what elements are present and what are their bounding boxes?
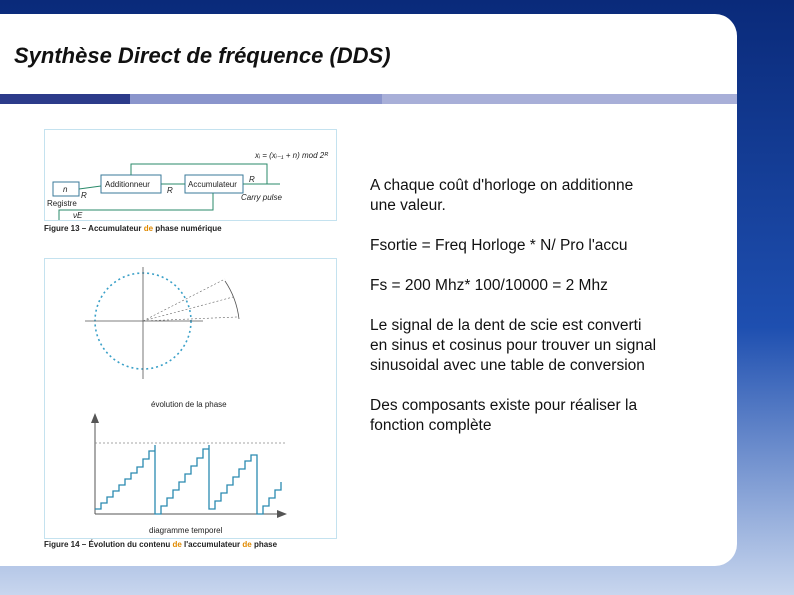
caption-13-prefix: Figure 13 – Accumulateur [44, 224, 144, 233]
carry-pulse-label: Carry pulse [241, 193, 282, 202]
figure-14-caption [44, 540, 277, 549]
figure-14-diagram [44, 258, 337, 539]
box-n-label: n [63, 185, 68, 194]
r-label-2: R [167, 186, 173, 195]
caption-14-prefix: Figure 14 – Évolution du contenu [44, 540, 173, 549]
body-paragraph-2: Fsortie = Freq Horloge * N/ Pro l'accu [370, 237, 628, 254]
registre-label: Registre [47, 199, 77, 208]
box-additionneur-label: Additionneur [105, 180, 150, 189]
r-label-1: R [81, 191, 87, 200]
caption-13-highlight: de [143, 224, 154, 233]
caption-14-highlight-2: de [242, 540, 252, 549]
slide [0, 14, 737, 566]
time-diagram-label: diagramme temporel [149, 526, 223, 535]
box-accumulateur-label: Accumulateur [188, 180, 237, 189]
title-underline-mid [130, 94, 382, 104]
formula-label: xᵢ = (xᵢ₋₁ + n) mod 2ᴿ [255, 151, 328, 160]
body-paragraph-5: Des composants existe pour réaliser la fonction complète [370, 397, 638, 434]
figure-13-diagram [44, 129, 337, 221]
title-underline-light [382, 94, 737, 104]
phase-evolution-diagram [45, 259, 336, 538]
phase-evolution-label: évolution de la phase [151, 400, 227, 409]
caption-14-suffix: phase [251, 540, 278, 549]
caption-14-middle: l'accumulateur [181, 540, 243, 549]
title-underline-dark [0, 94, 130, 104]
ve-label: νE [73, 211, 83, 220]
caption-14-highlight-1: de [172, 540, 182, 549]
r-label-3: R [249, 175, 255, 184]
body-paragraph-4: Le signal de la dent de scie est converti en sinus et cosinus pour trouver un signal sinusoidal avec une table de conversion [370, 317, 657, 374]
caption-13-suffix: phase numérique [153, 224, 222, 233]
body-paragraph-3: Fs = 200 Mhz* 100/10000 = 2 Mhz [370, 277, 608, 294]
phase-accumulator-diagram [45, 130, 336, 220]
body-paragraph-1: A chaque coût d'horloge on additionne une valeur. [370, 177, 634, 214]
slide-body [370, 176, 720, 456]
figure-13-caption [44, 224, 222, 233]
slide-title: Synthèse Direct de fréquence (DDS) [14, 43, 391, 68]
